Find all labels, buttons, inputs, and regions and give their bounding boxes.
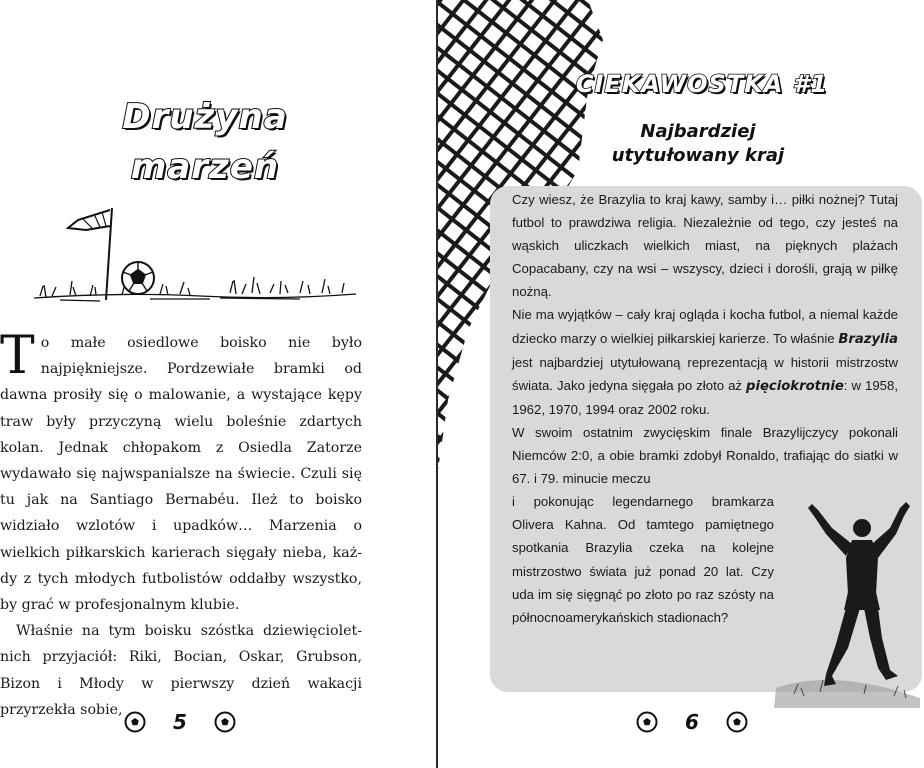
field-illustration xyxy=(30,200,360,310)
highlight-brazylia: Brazylia xyxy=(838,331,898,347)
paragraph-1-text: o małe osiedlowe boisko nie było najpiękniejsze. Pordzewiałe bramki od dawna prosiły się o malowanie, a wystające kępy traw były przyczyną wielu boleśnie zdartych kolan. Jednak chłopakom z Osiedla Zatorze wydawało się najwspanialsze na świecie. Czuli się tu jak na Santiago Bernabéu. Ileż to boisko widziało wzlotów i upadków… Marzenia o wielkich piłkarskich karierach sięgały nieba, każdy z tych młodych futbolistów oddałby wszystko, by grać w profesjonalnym klubie. xyxy=(0,335,362,614)
trivia-p2-part-c: : w 1958, 1962, 1970, 1994 oraz 2002 roku. xyxy=(512,377,898,417)
chapter-title-line1: Drużyna xyxy=(122,97,288,137)
chapter-body xyxy=(0,326,362,723)
page-footer-left xyxy=(124,710,236,734)
trivia-paragraph-3: W swoim ostatnim zwycięskim finale Brazylijczycy pokonali Niemców 2:0, a obie bramki zdobył Ronaldo, trafiając do siatki w 67. i 79. minucie meczu xyxy=(512,424,898,487)
soccer-ball-icon xyxy=(214,711,236,733)
trivia-paragraph-1: Czy wiesz, że Brazylia to kraj kawy, samby i… piłki nożnej? Tutaj futbol to prawdziwa religia. Niezależnie od tego, czy jesteś na wąskich uliczkach wielkich miast, na pięknych plażach Copacabany, czy na wsi – wszyscy, dzieci i dorośli, grają w piłkę nożną. xyxy=(512,192,898,300)
soccer-ball-icon xyxy=(726,711,748,733)
trivia-subtitle-line1: Najbardziej xyxy=(640,121,756,142)
trivia-subtitle xyxy=(588,120,808,168)
trivia-p2-part-b: jest najbardziej utytułowaną reprezentacją w historii mistrzostw świata. Jako jedyna sięgała po złoto aż xyxy=(512,354,898,393)
page-number: 6 xyxy=(685,710,699,734)
trivia-subtitle-line2: utytułowany kraj xyxy=(611,145,785,166)
page-footer-right xyxy=(636,710,748,734)
trivia-paragraph-2 xyxy=(512,303,898,420)
trivia-paragraph-4: i pokonując legendarnego bramkarza Olivera Kahna. Od tamtego pamiętnego spotkania Brazylia czeka na kolejne mistrzostwo świata już ponad 20 lat. Czy uda im się sięgnąć po złoto po raz szósty na północnoamerykańskich stadionach? xyxy=(512,494,774,625)
corner-flag-icon xyxy=(68,208,112,300)
page-number: 5 xyxy=(173,710,187,734)
left-page xyxy=(0,0,437,768)
soccer-ball-icon xyxy=(636,711,658,733)
drop-cap: T xyxy=(0,326,35,386)
soccer-ball-icon xyxy=(124,711,146,733)
soccer-ball-icon xyxy=(122,262,154,294)
trivia-heading: CIEKAWOSTKA #1 xyxy=(575,70,829,98)
right-page xyxy=(438,0,924,768)
paragraph-1 xyxy=(0,326,362,618)
grass-strokes xyxy=(34,277,356,301)
paragraph-2: Właśnie na tym boisku szóstka dziewięcioletnich przyjaciół: Riki, Bocian, Oskar, Grubson, Bizon i Młody w pierwszy dzień wakacji przyrzekła sobie, xyxy=(0,623,362,718)
chapter-title-line2: marzeń xyxy=(130,147,280,187)
trivia-p2-part-a: Nie ma wyjątków – cały kraj ogląda i kocha futbol, a niemal każde dziecko marzy o wielkiej piłkarskiej karierze. To właśnie xyxy=(512,307,898,346)
highlight-piecio: pięciokrotnie xyxy=(746,378,844,394)
chapter-title xyxy=(60,92,350,192)
player-celebrating-icon xyxy=(774,498,922,708)
